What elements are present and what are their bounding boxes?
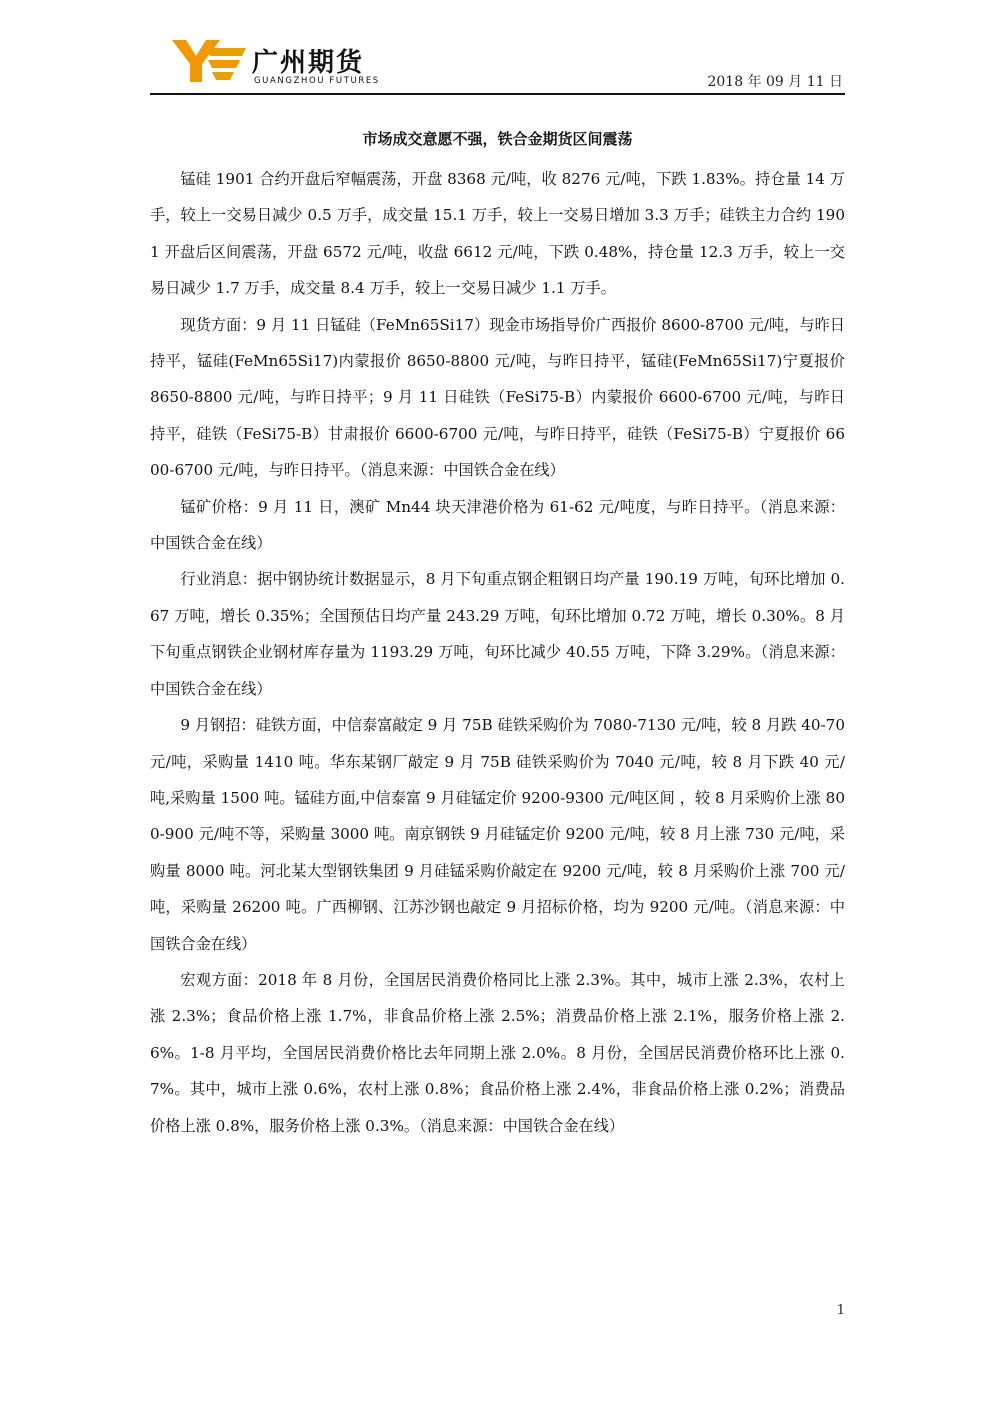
paragraph-macro: 宏观方面：2018 年 8 月份，全国居民消费价格同比上涨 2.3%。其中，城市上涨 2.3%，农村上涨 2.3%；食品价格上涨 1.7%，非食品价格上涨 2.5%；消费品价格上涨 2.1%，服务价格上涨 2.6%。1-8 月平均，全国居民消费价格比去年同期上涨 2.0%。8 月份，全国居民消费价格环比上涨 0.7%。其中，城市上涨 0.6%，农村上涨 0.8%；食品价格上涨 2.4%，非食品价格上涨 0.2%；消费品价格上涨 0.8%，服务价格上涨 0.3%。（消息来源：中国铁合金在线） bbox=[150, 970, 845, 1135]
document-body bbox=[150, 161, 845, 1144]
company-logo bbox=[172, 38, 380, 86]
paragraph-industry-news: 行业消息：据中钢协统计数据显示，8 月下旬重点钢企粗钢日均产量 190.19 万吨，旬环比增加 0.67 万吨，增长 0.35%；全国预估日均产量 243.29 万吨，旬环比增加 0.72 万吨，增长 0.30%。8 月下旬重点钢铁企业钢材库存量为 1193.29 万吨，旬环比减少 40.55 万吨，下降 3.29%。（消息来源：中国铁合金在线） bbox=[150, 570, 845, 698]
brand-name-en: GUANGZHOU FUTURES bbox=[254, 76, 380, 86]
report-date: 2018 年 09 月 11 日 bbox=[707, 74, 843, 90]
header-divider bbox=[150, 93, 845, 95]
brand-name-cn: 广州期货 bbox=[252, 48, 365, 78]
paragraph-steel-tender: 9 月钢招：硅铁方面，中信泰富敲定 9 月 75B 硅铁采购价为 7080-7130 元/吨，较 8 月跌 40-70 元/吨，采购量 1410 吨。华东某钢厂敲定 9 月 75B 硅铁采购价为 7040 元/吨，较 8 月下跌 40 元/吨,采购量 1500 吨。锰硅方面,中信泰富 9 月硅锰定价 9200-9300 元/吨区间 ，较 8 月采购价上涨 800-900 元/吨不等，采购量 3000 吨。南京钢铁 9 月硅锰定价 9200 元/吨，较 8 月上涨 730 元/吨，采购量 8000 吨。河北某大型钢铁集团 9 月硅锰采购价敲定在 9200 元/吨，较 8 月采购价上涨 700 元/吨，采购量 26200 吨。广西柳钢、江苏沙钢也敲定 9 月招标价格，均为 9200 元/吨。（消息来源：中国铁合金在线） bbox=[150, 716, 845, 953]
page-number: 1 bbox=[836, 1303, 845, 1318]
page-header bbox=[150, 30, 845, 95]
document-title: 市场成交意愿不强，铁合金期货区间震荡 bbox=[362, 130, 633, 148]
paragraph-futures-summary: 锰硅 1901 合约开盘后窄幅震荡，开盘 8368 元/吨，收 8276 元/吨，下跌 1.83%。持仓量 14 万手，较上一交易日减少 0.5 万手，成交量 15.1 万手，较上一交易日增加 3.3 万手；硅铁主力合约 1901 开盘后区间震荡，开盘 6572 元/吨，收盘 6612 元/吨，下跌 0.48%，持仓量 12.3 万手，较上一交易日减少 1.7 万手，成交量 8.4 万手，较上一交易日减少 1.1 万手。 bbox=[150, 170, 845, 298]
paragraph-spot-market: 现货方面：9 月 11 日锰硅（FeMn65Si17）现金市场指导价广西报价 8600-8700 元/吨，与昨日持平，锰硅(FeMn65Si17)内蒙报价 8650-8800 元/吨，与昨日持平，锰硅(FeMn65Si17)宁夏报价 8650-8800 元/吨，与昨日持平；9 月 11 日硅铁（FeSi75-B）内蒙报价 6600-6700 元/吨，与昨日持平，硅铁（FeSi75-B）甘肃报价 6600-6700 元/吨，与昨日持平，硅铁（FeSi75-B）宁夏报价 6600-6700 元/吨，与昨日持平。（消息来源：中国铁合金在线） bbox=[150, 315, 845, 480]
paragraph-manganese-ore: 锰矿价格：9 月 11 日，澳矿 Mn44 块天津港价格为 61-62 元/吨度，与昨日持平。（消息来源：中国铁合金在线） bbox=[150, 497, 845, 553]
yf-logo-icon bbox=[172, 38, 246, 84]
